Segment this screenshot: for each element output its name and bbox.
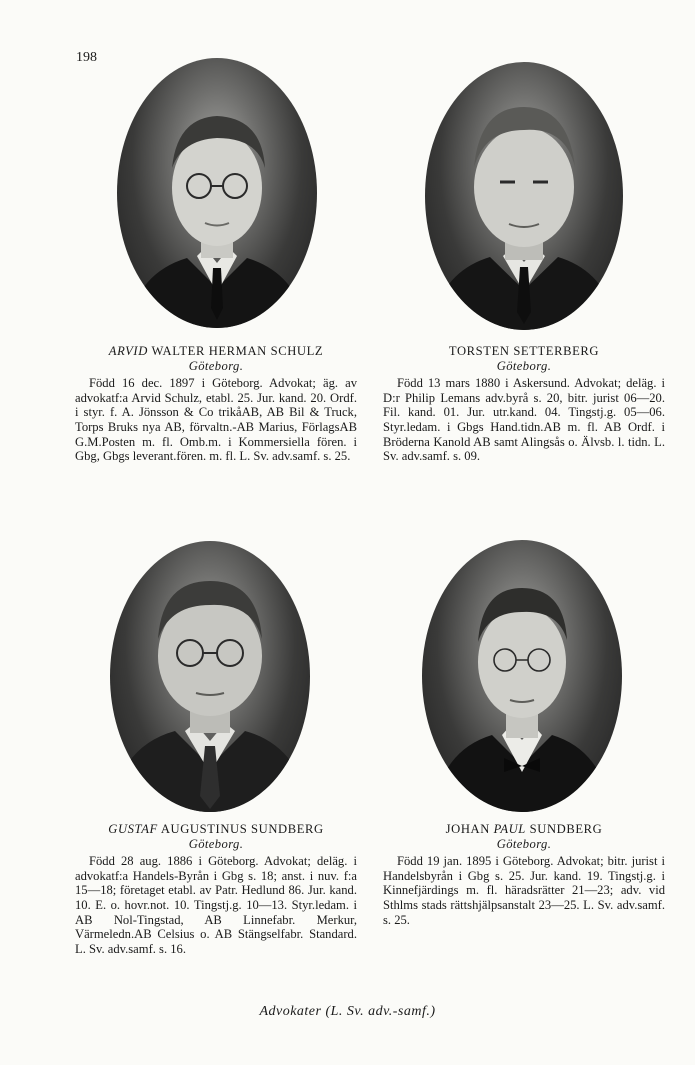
city: Göteborg. bbox=[188, 358, 244, 373]
biography-text: Född 13 mars 1880 i Askersund. Advokat; deläg. i D:r Philip Lemans adv.byrå s. 20, bitr. jurist 06—20. Fil. kand. 01. Jur. utr.kand. 04. Tingstj.g. 05—06. Styr.ledam. i Gbgs Hand.tidn.AB m. fl. AB Ordf. i Bröderna Kanold AB samt Alingsås o. Älvsb. l. tidn. L. Sv. adv.samf. s. 09. bbox=[383, 376, 665, 464]
person-name: ARVID WALTER HERMAN SCHULZ bbox=[108, 344, 324, 358]
person-name: JOHAN PAUL SUNDBERG bbox=[445, 822, 603, 836]
person-silhouette-icon bbox=[425, 62, 623, 330]
biography-text: Född 19 jan. 1895 i Göteborg. Advokat; bitr. jurist i Handelsbyrån i Gbg s. 25. Jur. kand. 19. Tingstj.g. i Kinnefjärdings m. fl. häradsrätter 21—23; adv. vid Sthlms stads rättshjälpsanstalt 23—25. L. Sv. adv.samf. s. 25. bbox=[383, 854, 665, 927]
portrait-gustaf-sundberg bbox=[110, 541, 310, 812]
city: Göteborg. bbox=[496, 358, 552, 373]
person-silhouette-icon bbox=[110, 541, 310, 812]
portrait-arvid-schulz bbox=[117, 58, 317, 328]
biography-entry bbox=[75, 822, 357, 956]
city: Göteborg. bbox=[188, 836, 244, 851]
person-silhouette-icon bbox=[117, 58, 317, 328]
biography-entry bbox=[383, 344, 665, 464]
biography-text: Född 28 aug. 1886 i Göteborg. Advokat; deläg. i advokatf:a Handels-Byrån i Gbg s. 18; anst. i nuv. f:a 15—18; företaget etabl. av Patr. Hedlund 86. Jur. kand. 10. E. o. hovr.not. 10. Tingstj.g. 10—13. Styr.ledam. i AB Nol-Tingstad, AB Linnefabr. Merkur, Värmeledn.AB Celsius o. AB Stängselfabr. Standard. L. Sv. adv.samf. s. 16. bbox=[75, 854, 357, 956]
person-name: GUSTAF AUGUSTINUS SUNDBERG bbox=[108, 822, 324, 836]
biography-entry bbox=[75, 344, 357, 464]
page-number: 198 bbox=[76, 50, 97, 65]
person-name: TORSTEN SETTERBERG bbox=[448, 344, 600, 358]
person-silhouette-icon bbox=[422, 540, 622, 812]
page-footer: Advokater (L. Sv. adv.-samf.) bbox=[259, 1004, 436, 1019]
portrait-torsten-setterberg bbox=[425, 62, 623, 330]
biography-text: Född 16 dec. 1897 i Göteborg. Advokat; äg. av advokatf:a Arvid Schulz, etabl. 25. Jur. kand. 20. Ordf. i styr. f. A. Jönsson & Co trikåAB, AB Bil & Truck, Torps Bruks nya AB, förvaltn.-AB Marius, FörlagsAB G.M.Posten m. fl. Omb.m. i Kommersiella fören. i Gbg, Gbgs leverant.fören. m. fl. L. Sv. adv.samf. s. 25. bbox=[75, 376, 357, 464]
portrait-johan-paul-sundberg bbox=[422, 540, 622, 812]
city: Göteborg. bbox=[496, 836, 552, 851]
biography-entry bbox=[383, 822, 665, 927]
